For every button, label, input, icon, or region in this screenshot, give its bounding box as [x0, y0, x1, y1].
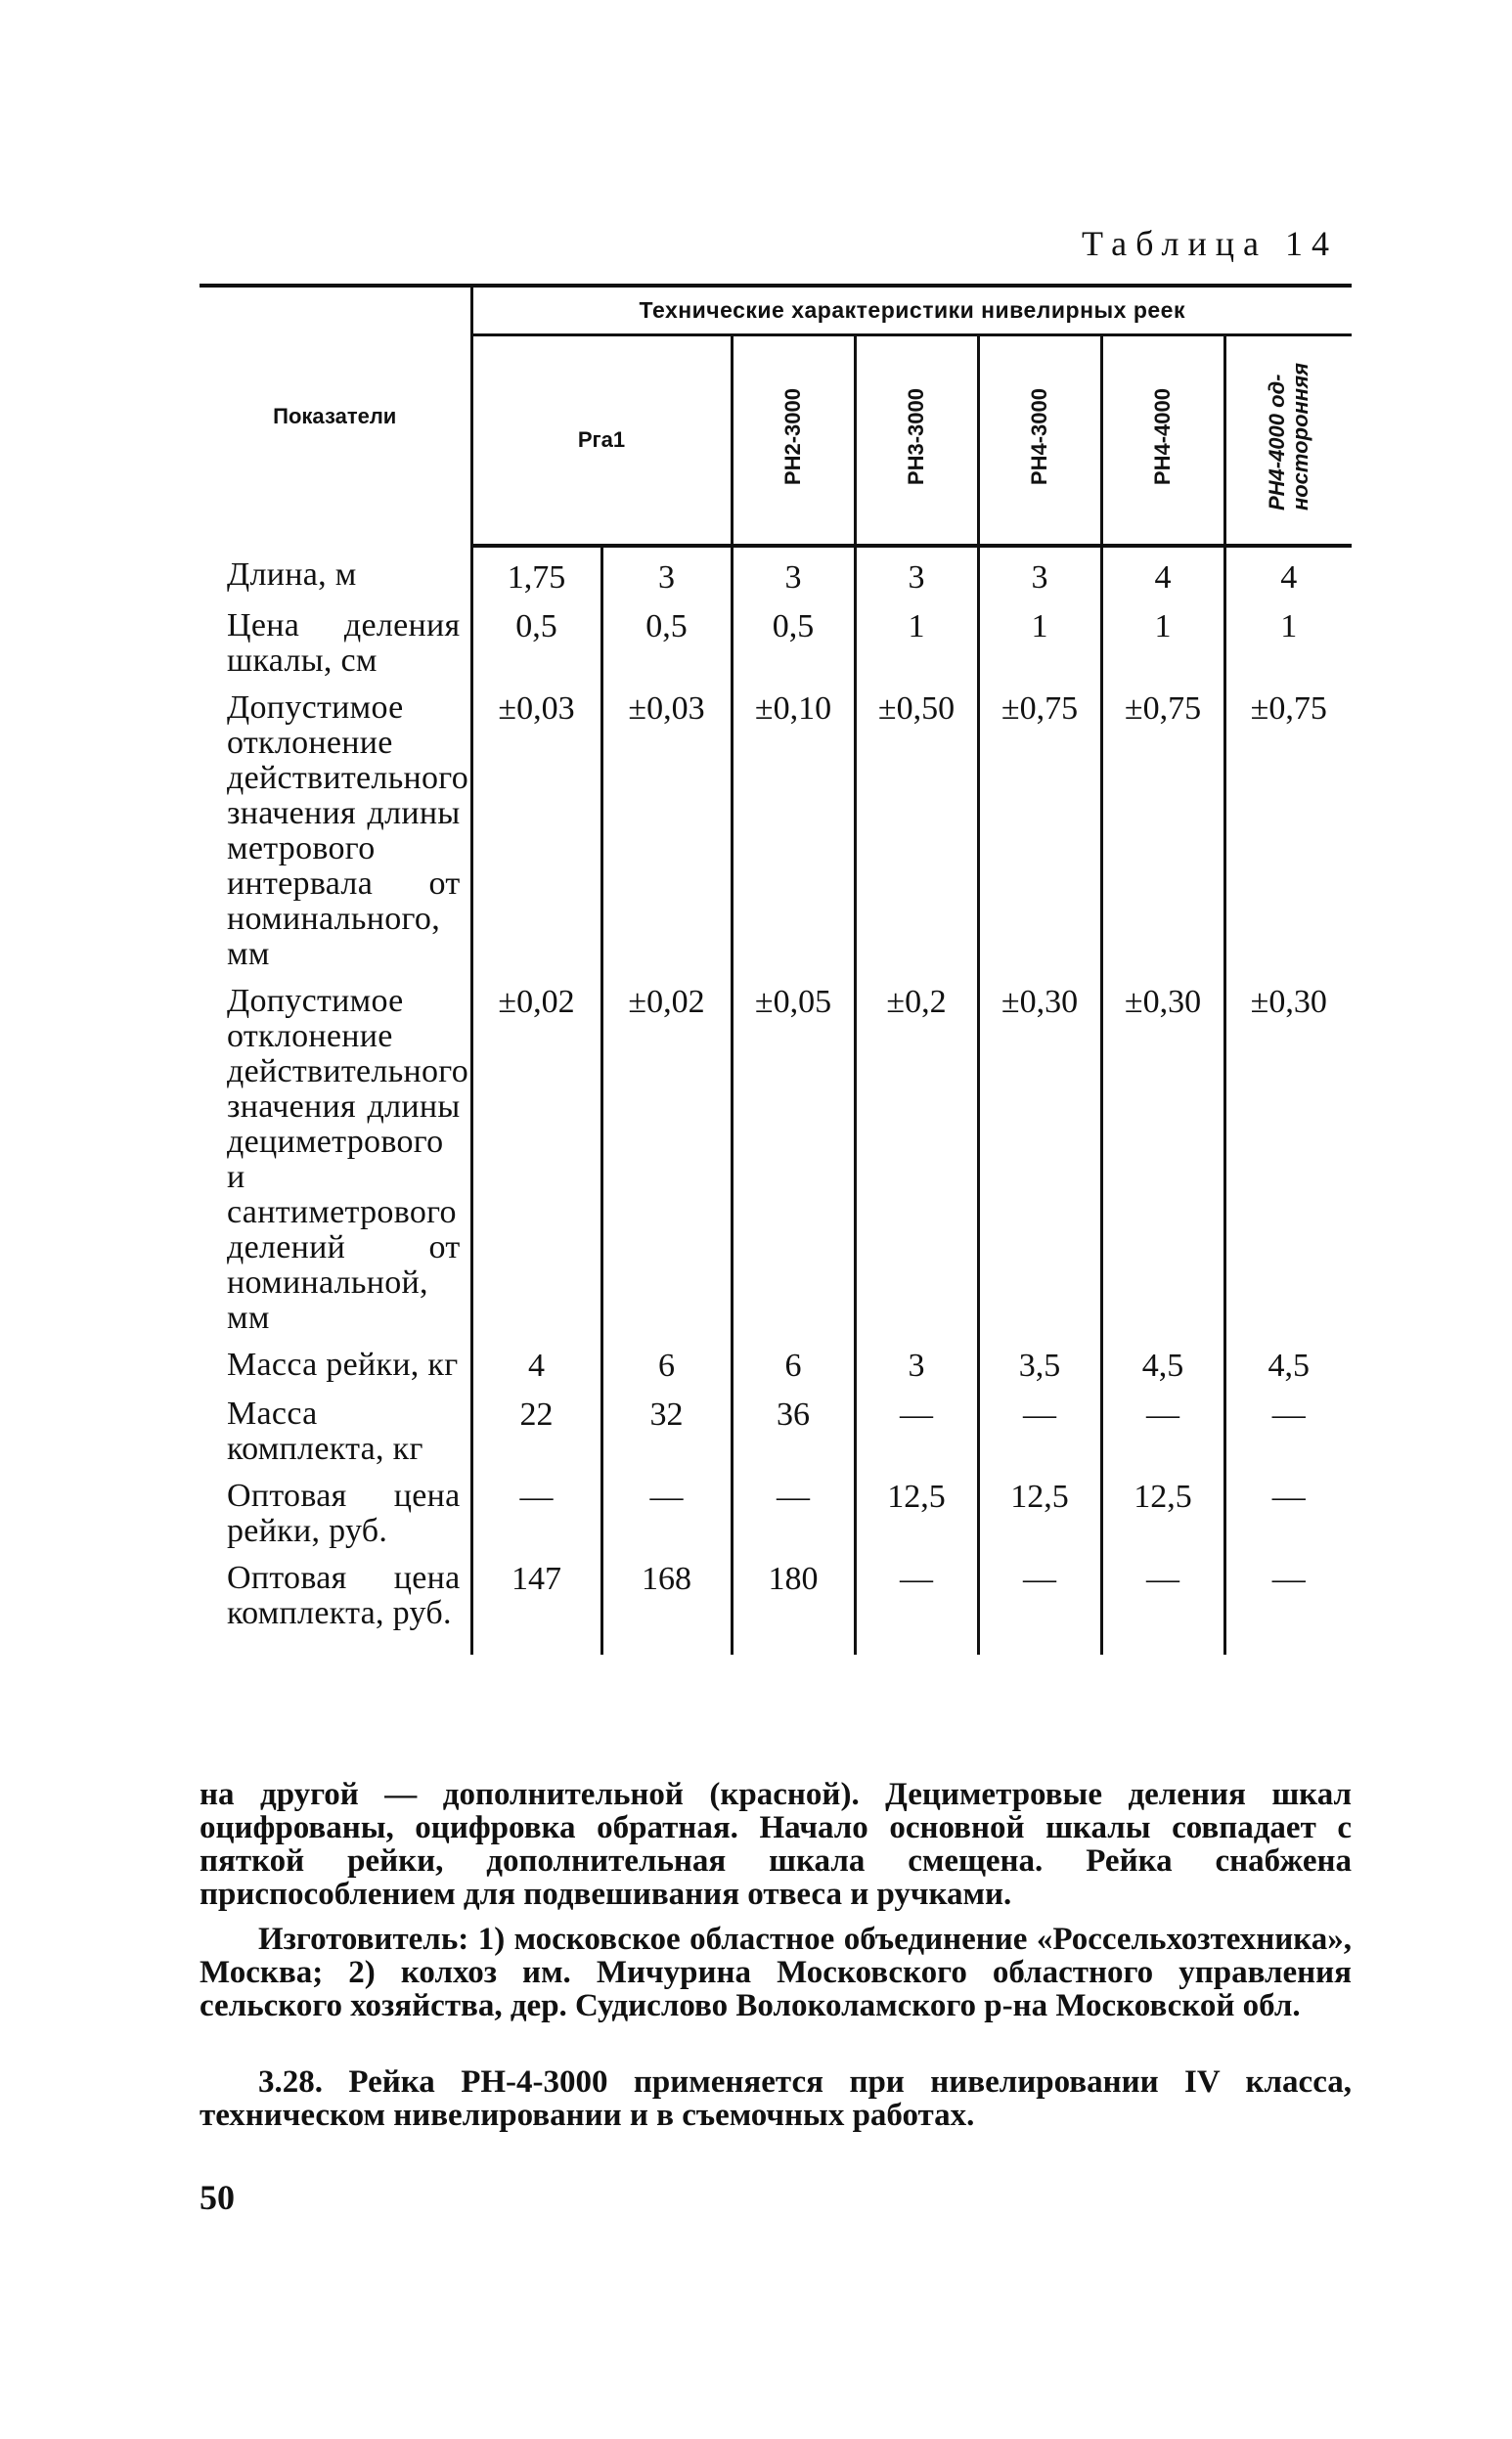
body-paragraph-2: Изготовитель: 1) московское областное объединение «Россельхозтехника», Москва; 2) колхоз им. Мичурина Московского областного управления сельского хозяйства, дер. Судислово Волоколамского р-на Московской обл.	[200, 1922, 1352, 2023]
table-cell: 3	[855, 546, 978, 597]
table-cell: 3	[601, 546, 732, 597]
table-cell: 1	[1224, 597, 1352, 679]
table-cell: 1	[1101, 597, 1224, 679]
table-row	[200, 1467, 1352, 1549]
table-cell: ±0,75	[1101, 679, 1224, 972]
row-label: Цена деления шкалы, см	[200, 597, 471, 679]
row-label: Масса комплекта, кг	[200, 1385, 471, 1467]
table-row	[200, 1336, 1352, 1385]
table-cell: 4	[1101, 546, 1224, 597]
table-cell: 147	[511, 1561, 561, 1597]
table-row	[200, 1549, 1352, 1655]
table-cell: —	[1224, 1385, 1352, 1467]
row-label: Длина, м	[200, 546, 471, 597]
table-cell: —	[978, 1385, 1101, 1467]
table-cell: ±0,05	[732, 972, 855, 1336]
page-number: 50	[200, 2178, 235, 2217]
body-paragraph-3: 3.28. Рейка РН-4-3000 применяется при нивелировании IV класса, техническом нивелировании и в съемочных работах.	[200, 2064, 1352, 2133]
specs-table	[200, 284, 1352, 1655]
table-cell: 3	[732, 546, 855, 597]
table-cell: —	[855, 1549, 978, 1655]
table-cell: —	[1224, 1467, 1352, 1549]
table-cell: 180	[732, 1549, 855, 1655]
table-cell: 6	[732, 1336, 855, 1385]
table-cell: 3	[855, 1336, 978, 1385]
table-cell: 168	[601, 1549, 732, 1655]
table-cell: —	[855, 1385, 978, 1467]
table-cell: ±0,30	[978, 972, 1101, 1336]
table-cell: —	[1101, 1549, 1224, 1655]
table-cell: ±0,03	[498, 690, 575, 727]
column-header-label: РН4-4000 од- носторонняя	[1264, 363, 1312, 511]
table-cell: 4	[1224, 546, 1352, 597]
column-header-ra1: Рга1	[471, 334, 732, 546]
table-cell: —	[519, 1479, 554, 1515]
column-header-label: РН4-4000	[1150, 388, 1175, 486]
body-paragraph-1: на другой — дополнительной (красной). Дециметровые деления шкал оцифрованы, оцифровка обратная. Начало основной шкалы совпадает с пяткой рейки, дополнительная шкала смещена. Рейка снабжена приспособлением для подвешивания отвеса и ручками.	[200, 1777, 1352, 1912]
table-row	[200, 972, 1352, 1336]
specs-table-container	[200, 284, 1352, 1655]
table-cell: 12,5	[855, 1467, 978, 1549]
table-cell: ±0,30	[1224, 972, 1352, 1336]
table-caption: Таблица 14	[1082, 224, 1338, 263]
group-header: Технические характеристики нивелирных реек	[471, 286, 1352, 334]
table-cell: 4,5	[1224, 1336, 1352, 1385]
table-cell: 1,75	[507, 559, 566, 596]
table-cell: —	[1101, 1385, 1224, 1467]
row-label: Масса рейки, кг	[200, 1336, 471, 1385]
table-cell: ±0,75	[978, 679, 1101, 972]
table-cell: —	[732, 1467, 855, 1549]
table-cell: ±0,75	[1224, 679, 1352, 972]
table-cell: ±0,50	[855, 679, 978, 972]
table-cell: 3,5	[978, 1336, 1101, 1385]
row-label: Оптовая цена комплекта, руб.	[200, 1549, 471, 1655]
table-cell: 12,5	[978, 1467, 1101, 1549]
table-cell: ±0,10	[732, 679, 855, 972]
table-row	[200, 1385, 1352, 1467]
table-cell: 4,5	[1101, 1336, 1224, 1385]
table-cell: 1	[978, 597, 1101, 679]
table-cell: 3	[978, 546, 1101, 597]
table-cell: 32	[601, 1385, 732, 1467]
column-header-rn3-3000	[855, 334, 978, 546]
column-header-label: РН4-3000	[1027, 388, 1051, 486]
table-cell: ±0,02	[498, 984, 575, 1020]
table-cell: —	[601, 1467, 732, 1549]
table-cell: 4	[528, 1348, 545, 1384]
row-label: Допустимое отклонение действительного значения длины дециметрового и сантиметрового делений от номинальной, мм	[200, 972, 471, 1336]
table-cell: 6	[601, 1336, 732, 1385]
table-row	[200, 597, 1352, 679]
row-label: Допустимое отклонение действительного значения длины метрового интервала от номинального, мм	[200, 679, 471, 972]
column-header-rn4-4000	[1101, 334, 1224, 546]
table-row	[200, 679, 1352, 972]
table-cell: ±0,2	[855, 972, 978, 1336]
table-cell: —	[1224, 1549, 1352, 1655]
column-header-label: РН2-3000	[780, 388, 805, 486]
table-cell: ±0,02	[601, 972, 732, 1336]
table-cell: ±0,03	[601, 679, 732, 972]
row-label: Оптовая цена рейки, руб.	[200, 1467, 471, 1549]
table-row	[200, 546, 1352, 597]
table-cell: 1	[855, 597, 978, 679]
table-cell: 0,5	[515, 608, 557, 644]
table-cell: 36	[732, 1385, 855, 1467]
table-cell: —	[978, 1549, 1101, 1655]
column-header-rn4-3000	[978, 334, 1101, 546]
indicators-header: Показатели	[200, 286, 471, 546]
column-header-rn2-3000	[732, 334, 855, 546]
table-cell: 22	[519, 1397, 554, 1433]
table-cell: ±0,30	[1101, 972, 1224, 1336]
table-cell: 12,5	[1101, 1467, 1224, 1549]
table-cell: 0,5	[732, 597, 855, 679]
column-header-rn4-4000-single	[1224, 334, 1352, 546]
table-cell: 0,5	[601, 597, 732, 679]
column-header-label: РН3-3000	[904, 388, 928, 486]
